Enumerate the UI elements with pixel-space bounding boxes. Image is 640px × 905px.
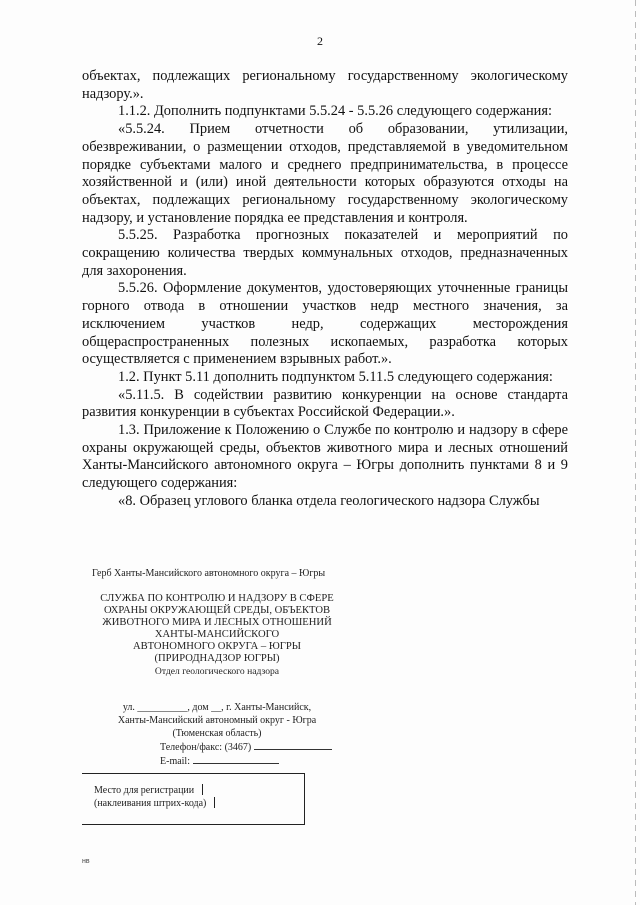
org-line: (ПРИРОДНАДЗОР ЮГРЫ)	[154, 653, 280, 664]
paragraph: «5.5.24. Прием отчетности об образовании, утилизации, обезвреживании, о размещении отходов, представляемой в уведомительном порядке субъектами малого и среднего предпринимательства, в процессе хозяйственной и (или) иной деятельности которых образуются отходы на объектах, подлежащих региональному государственному экологическому надзору, и установление порядка ее представления и контроля.	[82, 121, 568, 226]
registration-box	[82, 773, 305, 825]
paragraph: 1.2. Пункт 5.11 дополнить подпунктом 5.11.5 следующего содержания:	[118, 368, 553, 385]
cursor-mark-icon	[214, 797, 215, 808]
address-line: ул. __________, дом __, г. Ханты-Мансийск,	[122, 702, 312, 713]
paragraph: объектах, подлежащих региональному государственному экологическому надзору.».	[82, 68, 568, 102]
email-underline	[193, 754, 279, 764]
email-label: E-mail:	[160, 756, 190, 767]
corner-letterhead	[92, 568, 352, 768]
address-line: Ханты-Мансийский автономный округ - Югра	[117, 715, 317, 726]
address-block	[92, 701, 342, 740]
address-line: (Тюменская область)	[172, 728, 262, 739]
email-line	[160, 754, 352, 768]
org-line: АВТОНОМНОГО ОКРУГА – ЮГРЫ	[133, 641, 301, 652]
registration-line	[94, 784, 203, 797]
organization-name	[92, 593, 342, 665]
cursor-mark-icon	[202, 784, 203, 795]
paragraph: 1.3. Приложение к Положению о Службе по контролю и надзору в сфере охраны окружающей среды, объектов животного мира и лесных отношений Ханты-Мансийского автономного округа – Югры дополнить пунктами 8 и 9 следующего содержания:	[82, 422, 568, 492]
paragraph: «8. Образец углового бланка отдела геологического надзора Службы	[118, 492, 540, 509]
phone-line	[160, 740, 352, 754]
department-name: Отдел геологического надзора	[154, 666, 280, 677]
phone-label: Телефон/факс: (3467)	[160, 742, 252, 753]
page-number: 2	[317, 34, 323, 48]
org-line: ОХРАНЫ ОКРУЖАЮЩЕЙ СРЕДЫ, ОБЪЕКТОВ	[103, 605, 331, 616]
coat-of-arms-caption: Герб Ханты-Мансийского автономного округа – Югры	[92, 568, 326, 579]
paragraph: 1.1.2. Дополнить подпунктами 5.5.24 - 5.5.26 следующего содержания:	[118, 103, 552, 120]
paragraph: 5.5.25. Разработка прогнозных показателей и мероприятий по сокращению количества твердых коммунальных отходов, предназначенных для захоронения.	[82, 227, 568, 279]
paragraph: 5.5.26. Оформление документов, удостоверяющих уточненные границы горного отвода в отношении участков недр местного значения, за исключением участков недр, содержащих месторождения общераспространенных полезных ископаемых, разработка которых осуществляется с применением взрывных работ.».	[82, 280, 568, 368]
footer-tag: нв	[82, 858, 90, 865]
scan-edge	[635, 0, 636, 905]
paragraph: «5.11.5. В содействии развитию конкуренции на основе стандарта развития конкуренции в субъектах Российской Федерации.».	[82, 386, 568, 421]
org-line: СЛУЖБА ПО КОНТРОЛЮ И НАДЗОРУ В СФЕРЕ	[100, 593, 334, 604]
registration-text: Место для регистрации	[94, 785, 195, 796]
phone-underline	[254, 740, 332, 750]
registration-text: (наклеивания штрих-кода)	[94, 798, 207, 809]
org-line: ЖИВОТНОГО МИРА И ЛЕСНЫХ ОТНОШЕНИЙ	[102, 617, 332, 628]
document-body	[82, 68, 568, 511]
registration-line	[94, 797, 215, 810]
org-line: ХАНТЫ-МАНСИЙСКОГО	[154, 629, 280, 640]
